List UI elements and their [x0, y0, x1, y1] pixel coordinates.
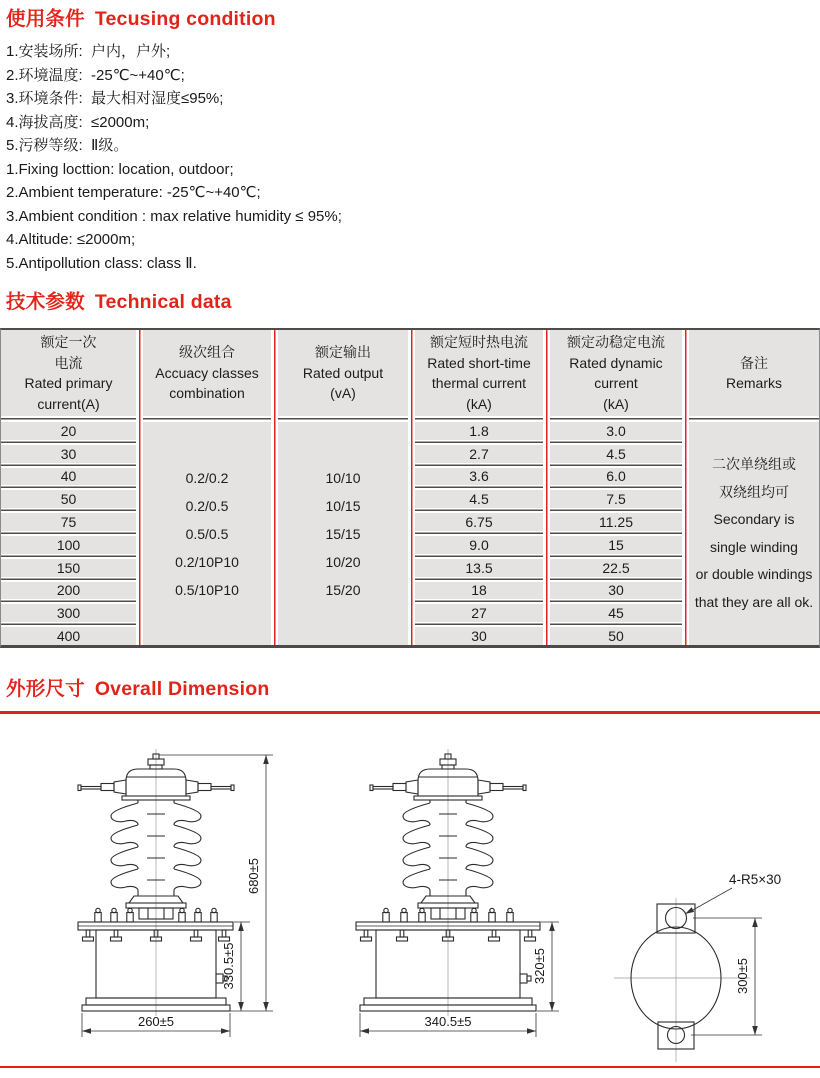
dim-label-hole: 4-R5×30	[729, 871, 782, 887]
table-cell: 75	[1, 513, 136, 531]
table-column-remarks	[689, 330, 819, 645]
table-cell: 150	[1, 559, 136, 577]
table-cell: 13.5	[415, 559, 543, 577]
table-cell: 3.6	[415, 468, 543, 486]
transformer-top-view	[598, 854, 820, 1066]
usage-item-zh: 1.安装场所: 户内，户外;	[6, 43, 171, 60]
table-cell: 50	[1, 490, 136, 508]
table-cell: 6.0	[550, 468, 682, 486]
table-cell: 100	[1, 536, 136, 554]
table-cell: 1.8	[415, 422, 543, 440]
table-cell: 11.25	[550, 513, 682, 531]
heading-en: Tecusing condition	[94, 8, 276, 30]
usage-conditions-section	[0, 0, 820, 275]
usage-conditions-heading	[6, 8, 820, 31]
page-bottom-red-line	[0, 1066, 820, 1069]
technical-data-heading	[0, 291, 820, 314]
table-cell: 3.0	[550, 422, 682, 440]
heading-zh: 技术参数	[6, 291, 85, 313]
column-separator	[136, 330, 143, 645]
column-header: 级次组合 Accuacy classes combination	[143, 330, 271, 416]
column-header: 额定动稳定电流 Rated dynamic current (kA)	[550, 330, 682, 416]
table-cell: 300	[1, 604, 136, 622]
heading-zh: 使用条件	[6, 8, 85, 30]
technical-data-table	[0, 328, 820, 648]
column-header: 备注 Remarks	[689, 330, 819, 416]
table-cell: 20	[1, 422, 136, 440]
table-cell: 400	[1, 627, 136, 645]
heading-en: Technical data	[94, 291, 232, 313]
usage-item-zh: 2.环境温度: -25℃~+40℃;	[6, 66, 185, 84]
transformer-front-view-2	[330, 746, 570, 1046]
usage-item-en: 3.Ambient condition : max relative humidity ≤ 95%;	[6, 207, 342, 225]
dim-label-base-width: 340.5±5	[424, 1013, 472, 1029]
heading-zh: 外形尺寸	[6, 678, 85, 700]
table-cell: 30	[415, 627, 543, 645]
table-column-thermal-current	[415, 330, 543, 645]
table-cell: 2.7	[415, 445, 543, 463]
dim-label-base-width: 260±5	[137, 1013, 175, 1029]
table-cell: 4.5	[415, 490, 543, 508]
column-separator	[271, 330, 278, 645]
column-separator	[543, 330, 550, 645]
table-cell: 30	[550, 582, 682, 600]
column-header: 额定输出 Rated output (vA)	[278, 330, 408, 416]
usage-item-en: 1.Fixing locttion: location, outdoor;	[6, 160, 234, 178]
table-cell: 200	[1, 582, 136, 600]
dimension-drawings	[0, 714, 820, 1066]
usage-item-zh: 4.海拔高度: ≤2000m;	[6, 113, 150, 131]
usage-item-en: 2.Ambient temperature: -25℃~+40℃;	[6, 184, 261, 201]
table-cell: 18	[415, 582, 543, 600]
table-cell: 30	[1, 445, 136, 463]
table-cell: 4.5	[550, 445, 682, 463]
column-header: 额定一次 电流 Rated primary current(A)	[1, 330, 136, 416]
table-column-accuracy-classes	[143, 330, 271, 645]
usage-item-zh: 5.污秽等级: Ⅱ级。	[6, 137, 129, 154]
dim-label-mount-height: 300±5	[735, 957, 750, 994]
merged-cell-accuracy: 0.2/0.2 0.2/0.5 0.5/0.5 0.2/10P10 0.5/10P10	[143, 422, 271, 645]
transformer-front-view-1	[38, 746, 293, 1046]
table-cell: 27	[415, 604, 543, 622]
column-separator	[408, 330, 415, 645]
dim-label-body-height: 320±5	[532, 947, 547, 984]
usage-item-en: 5.Antipollution class: class Ⅱ.	[6, 254, 197, 272]
dim-label-body-height: 330.5±5	[221, 942, 236, 989]
table-cell: 6.75	[415, 513, 543, 531]
overall-dimension-heading	[0, 678, 820, 701]
table-column-rated-output	[278, 330, 408, 645]
column-header: 额定短时热电流 Rated short-time thermal current (kA)	[415, 330, 543, 416]
dim-label-total-height: 680±5	[246, 857, 261, 894]
table-cell: 9.0	[415, 536, 543, 554]
usage-item-en: 4.Altitude: ≤2000m;	[6, 231, 136, 248]
usage-item-zh: 3.环境条件: 最大相对湿度≤95%;	[6, 90, 224, 107]
table-cell: 45	[550, 604, 682, 622]
table-cell: 22.5	[550, 559, 682, 577]
table-cell: 50	[550, 627, 682, 645]
merged-cell-output: 10/10 10/15 15/15 10/20 15/20	[278, 422, 408, 645]
table-cell: 40	[1, 468, 136, 486]
table-cell: 7.5	[550, 490, 682, 508]
table-cell: 15	[550, 536, 682, 554]
column-separator	[682, 330, 689, 645]
table-column-dynamic-current	[550, 330, 682, 645]
table-column-primary-current	[1, 330, 136, 645]
heading-en: Overall Dimension	[94, 678, 270, 700]
merged-cell-remarks: 二次单绕组或 双绕组均可 Secondary is single winding or double windings that they are all ok.	[689, 422, 819, 645]
